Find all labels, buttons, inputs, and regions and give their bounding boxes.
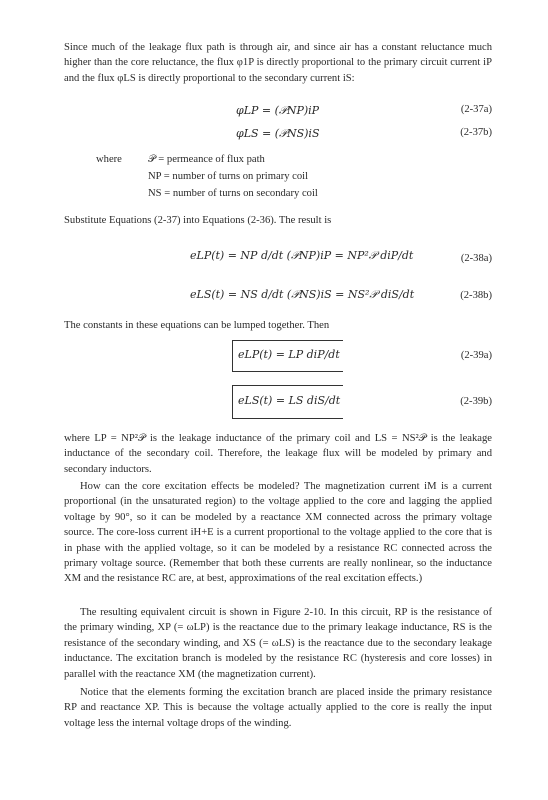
equation-2-38a: eLP(t) = NP d/dt (𝒫NP)iP = NP²𝒫 diP/dt xyxy=(190,249,414,262)
equation-2-39b: eLS(t) = LS diS/dt xyxy=(238,394,341,407)
definition-ns: NS = number of turns on secondary coil xyxy=(148,188,318,199)
equation-number-2-39b: (2-39b) xyxy=(460,396,492,407)
paragraph-excitation: How can the core excitation effects be modeled? The magnetization current iM is a current proportional (in the unsaturated region) to the voltage applied to the core and lagging the applied voltage by 90°, so it can be modeled by a reactance XM connected across the primary voltage source. The core-loss current iH+E is a current proportional to the voltage applied to the core that is in phase with the applied voltage, so it can be modeled by a resistance RC connected across the primary voltage source. (Remember that both these currents are really nonlinear, so the inductance XM and the resistance RC are, at best, approximations of the real excitation effects.) xyxy=(64,481,492,585)
paragraph-lump: The constants in these equations can be lumped together. Then xyxy=(64,320,330,331)
equation-2-37b: φLS = (𝒫NS)iS xyxy=(236,127,320,140)
paragraph-leakage-inductance: where LP = NP²𝒫 is the leakage inductance of the primary coil and LS = NS²𝒫 is the leakage inductance of the secondary coil. Therefore, the leakage flux will be modeled by primary and secondary inductors. xyxy=(64,433,492,475)
equation-number-2-39a: (2-39a) xyxy=(460,350,492,361)
definition-np: NP = number of turns on primary coil xyxy=(148,171,309,182)
definition-permeance: 𝒫 = permeance of flux path xyxy=(148,154,265,165)
equation-2-38b: eLS(t) = NS d/dt (𝒫NS)iS = NS²𝒫 diS/dt xyxy=(190,288,415,301)
equation-number-2-38a: (2-38a) xyxy=(460,253,492,264)
paragraph-equivalent-circuit: The resulting equivalent circuit is shown in Figure 2-10. In this circuit, RP is the resistance of the primary winding, XP (= ωLP) is the reactance due to the primary leakage inductance, RS is the resistance of the secondary winding, and XS (= ωLS) is the reactance due to the secondary leakage inductance. The excitation branch is modeled by the resistance RC (hysteresis and core losses) in parallel with the reactance XM (the magnetization current). xyxy=(64,607,492,680)
paragraph-intro: Since much of the leakage flux path is through air, and since air has a constant reluctance much higher than the core reluctance, the flux φ1P is directly proportional to the primary circuit current iP and the flux φLS is directly proportional to the secondary current iS: xyxy=(64,42,492,84)
paragraph-notice: Notice that the elements forming the excitation branch are placed inside the primary resistance RP and reactance XP. This is because the voltage actually applied to the core is really the input voltage less the internal voltage drops of the winding. xyxy=(64,687,492,729)
equation-2-39a: eLP(t) = LP diP/dt xyxy=(238,348,340,361)
equation-number-2-37a: (2-37a) xyxy=(460,104,492,115)
definition-where: where xyxy=(96,154,122,165)
paragraph-substitute: Substitute Equations (2-37) into Equations (2-36). The result is xyxy=(64,215,332,226)
equation-2-37a: φLP = (𝒫NP)iP xyxy=(236,104,320,117)
equation-number-2-38b: (2-38b) xyxy=(460,290,492,301)
equation-number-2-37b: (2-37b) xyxy=(460,127,492,138)
